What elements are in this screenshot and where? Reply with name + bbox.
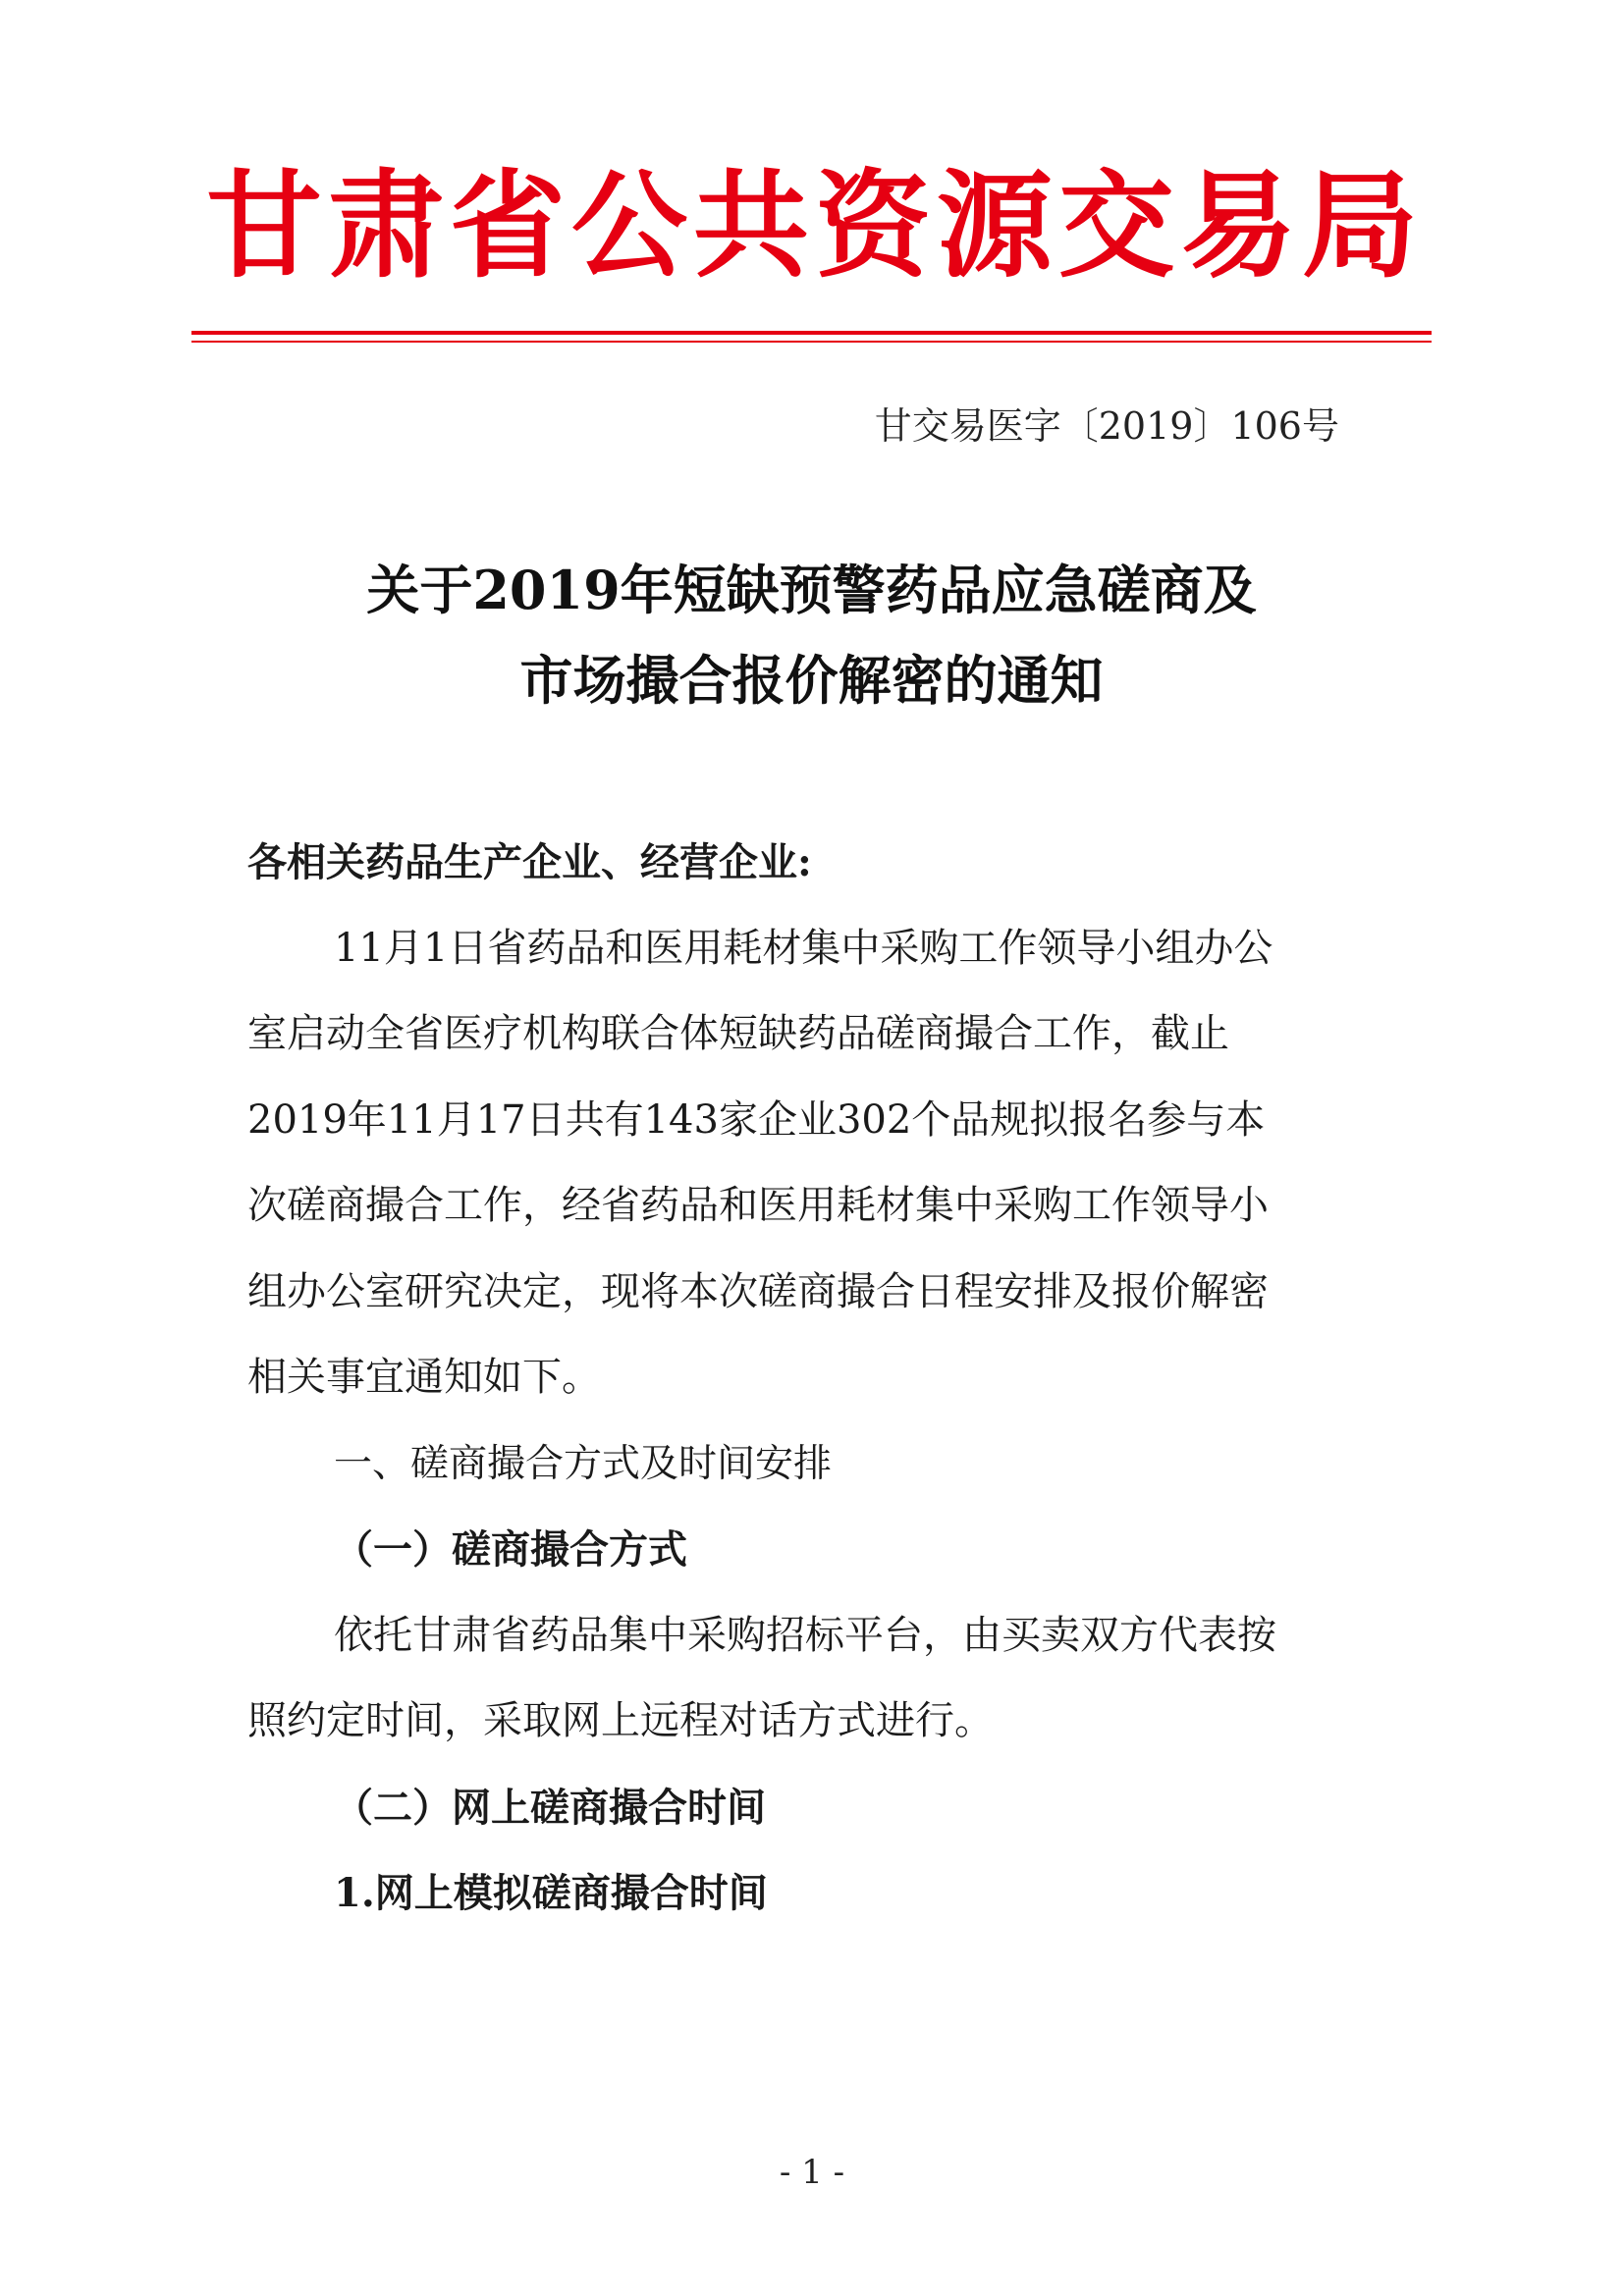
page-number: - 1 - (779, 2153, 845, 2192)
document-title-line-1: 关于2019年短缺预警药品应急磋商及 (366, 559, 1257, 621)
salutation: 各相关药品生产企业、经营企业: (247, 839, 812, 885)
header-rule-thin (191, 341, 1432, 343)
subsection-1-line: 依托甘肃省药品集中采购招标平台，由买卖双方代表按 (334, 1612, 1276, 1658)
intro-line: 组办公室研究决定，现将本次磋商撮合日程安排及报价解密 (247, 1268, 1269, 1314)
section-heading-1: 一、磋商撮合方式及时间安排 (334, 1441, 833, 1486)
subsection-heading-2: （二）网上磋商撮合时间 (334, 1784, 766, 1831)
document-body (247, 820, 1386, 1937)
document-title (191, 545, 1432, 725)
intro-line: 相关事宜通知如下。 (247, 1355, 601, 1400)
intro-line: 11月1日省药品和医用耗材集中采购工作领导小组办公 (334, 925, 1273, 971)
intro-line: 次磋商撮合工作，经省药品和医用耗材集中采购工作领导小 (247, 1183, 1269, 1228)
subsection-1-line: 照约定时间，采取网上远程对话方式进行。 (247, 1698, 994, 1743)
list-item-heading-1: 1.网上模拟磋商撮合时间 (334, 1870, 768, 1916)
intro-line: 2019年11月17日共有143家企业302个品规拟报名参与本 (247, 1096, 1266, 1143)
intro-line: 室启动全省医疗机构联合体短缺药品磋商撮合工作，截止 (247, 1011, 1229, 1056)
header-rule-thick (191, 331, 1432, 335)
document-number: 甘交易医字〔2019〕106号 (874, 404, 1339, 448)
document-title-line-2: 市场撮合报价解密的通知 (519, 649, 1104, 712)
issuing-organization-header: 甘肃省公共资源交易局 (205, 158, 1424, 294)
subsection-heading-1: （一）磋商撮合方式 (334, 1526, 687, 1573)
